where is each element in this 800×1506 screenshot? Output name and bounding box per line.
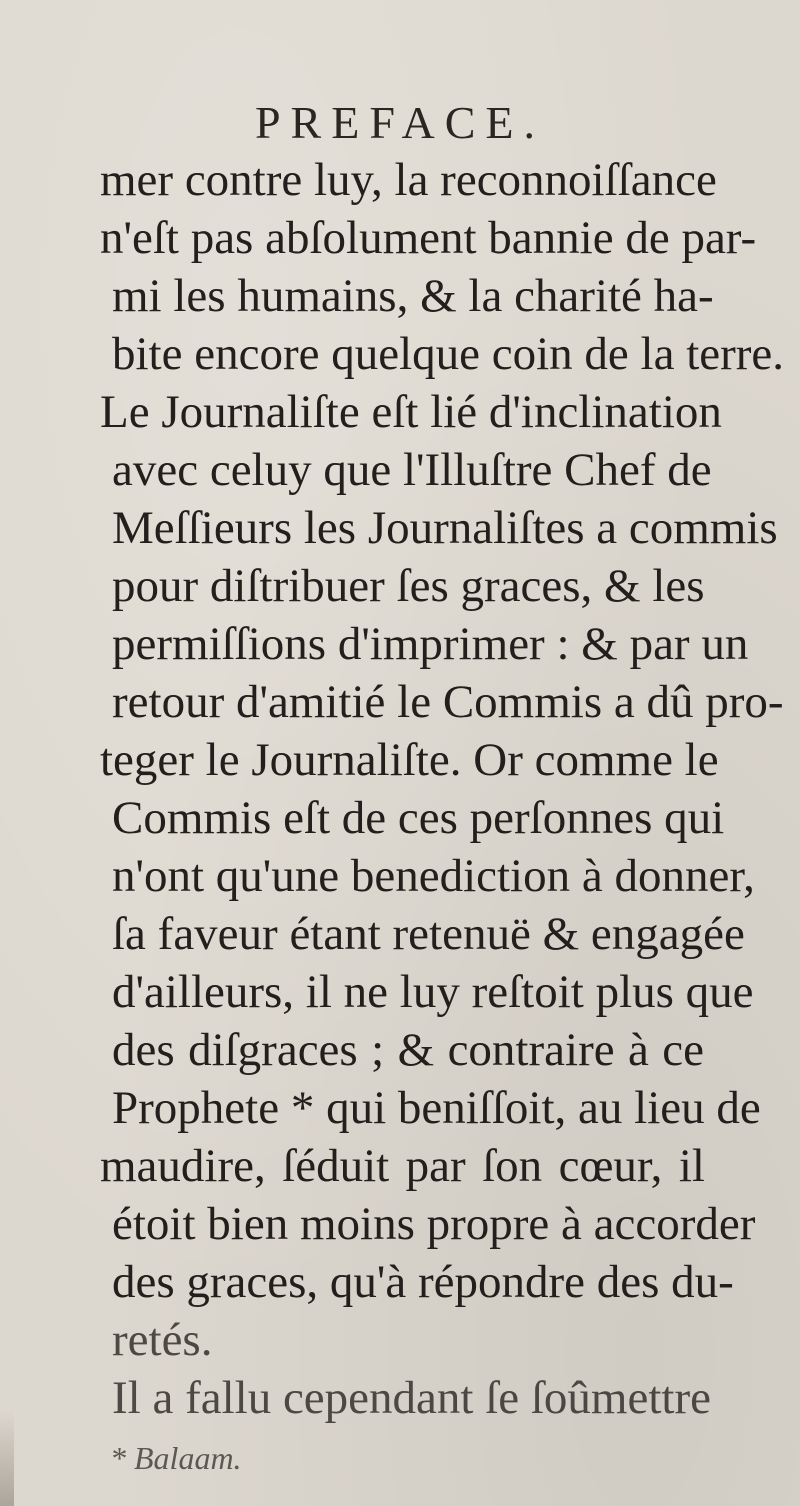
page-edge-shadow	[0, 1410, 14, 1506]
text-line: mi les humains, & la charité ha-	[112, 270, 714, 322]
text-line: permiſſions d'imprimer : & par un	[112, 618, 749, 670]
text-line: maudire, ſéduit par ſon cœur, il	[100, 1140, 705, 1192]
text-line: ſa faveur étant retenuë & engagée	[112, 908, 745, 960]
text-line: étoit bien moins propre à accorder	[112, 1198, 756, 1250]
running-head: PREFACE.	[254, 97, 546, 148]
text-line: retés.	[112, 1314, 213, 1366]
text-line: Commis eſt de ces perſonnes qui	[112, 792, 725, 844]
text-line: bite encore quelque coin de la terre.	[112, 328, 785, 380]
text-line: avec celuy que l'Illuſtre Chef de	[112, 444, 712, 496]
footnote: * Balaam.	[110, 1440, 242, 1476]
text-line: des graces, qu'à répondre des du-	[112, 1256, 734, 1308]
text-line: Prophete * qui beniſſoit, au lieu de	[112, 1082, 761, 1134]
text-line: teger le Journaliſte. Or comme le	[100, 734, 719, 786]
text-line: Il a fallu cependant ſe ſoûmettre	[112, 1372, 711, 1424]
text-line: d'ailleurs, il ne luy reſtoit plus que	[112, 966, 754, 1018]
text-line: des diſgraces ; & contraire à ce	[112, 1024, 704, 1076]
text-line: retour d'amitié le Commis a dû pro-	[112, 676, 784, 728]
text-line: n'ont qu'une benediction à donner,	[112, 850, 755, 902]
text-line: Le Journaliſte eſt lié d'inclination	[100, 386, 722, 438]
text-line: n'eſt pas abſolument bannie de par-	[100, 212, 757, 264]
text-line: pour diſtribuer ſes graces, & les	[112, 560, 705, 612]
text-line: mer contre luy, la reconnoiſſance	[100, 154, 717, 206]
text-line: Meſſieurs les Journaliſtes a commis	[112, 502, 778, 554]
